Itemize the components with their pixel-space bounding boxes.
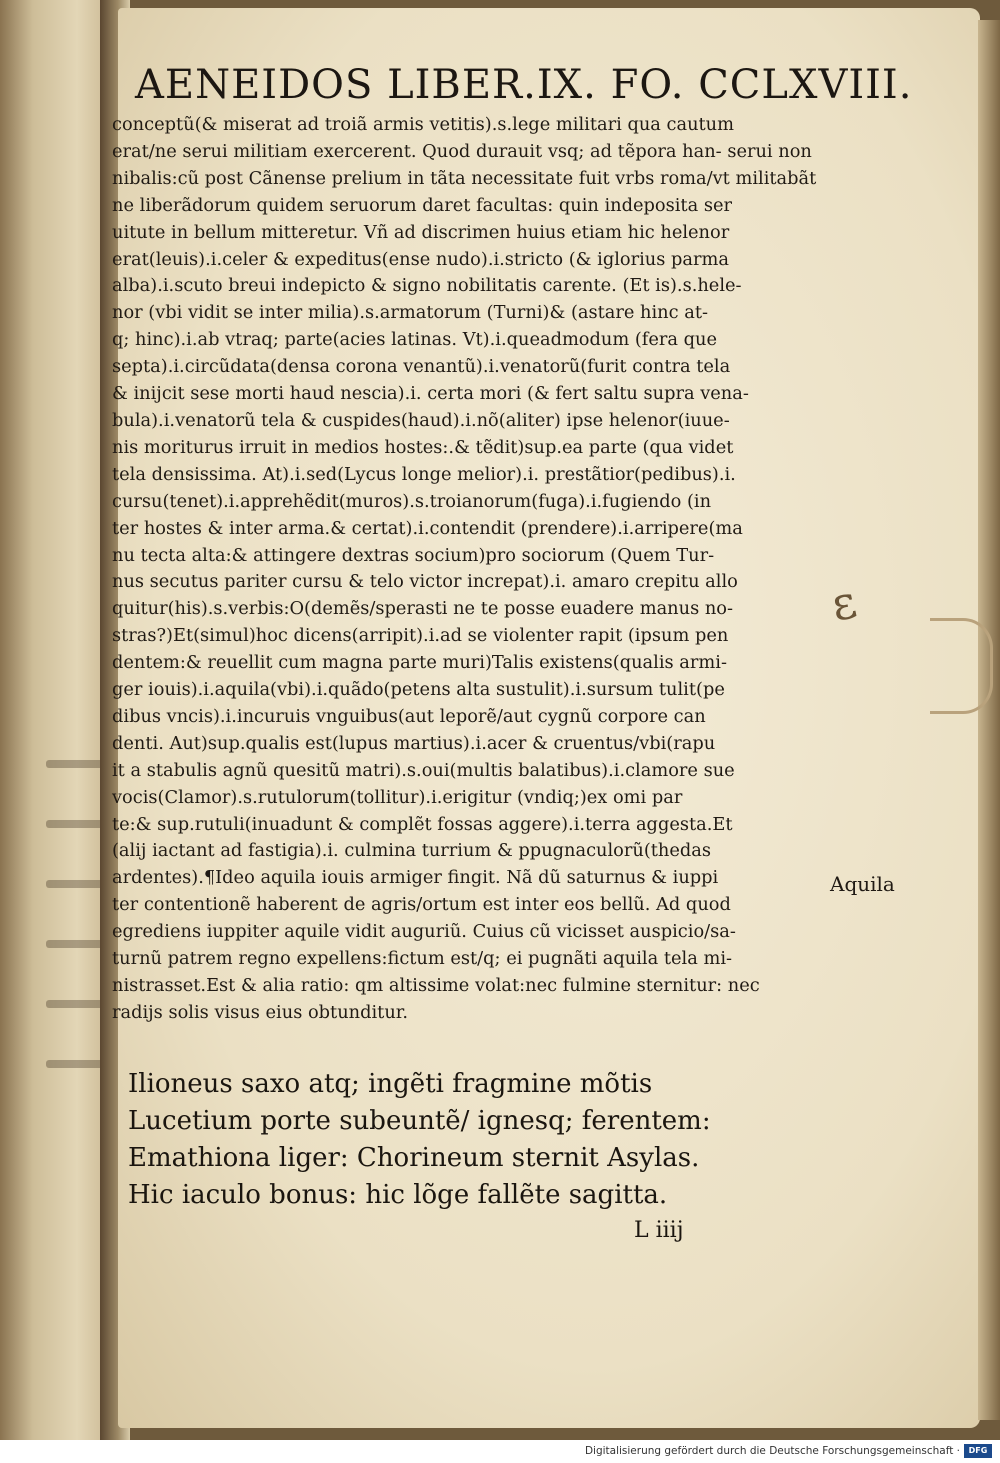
paper-stain	[930, 618, 993, 714]
commentary-line: dentem:& reuellit cum magna parte muri)Talis existens(qualis armi-	[112, 652, 727, 674]
commentary-line: egrediens iuppiter aquile vidit auguriũ. Cuius cũ vicisset auspicio/sa-	[112, 921, 736, 943]
bleed-through-mark	[46, 820, 106, 828]
bleed-through-mark	[46, 1060, 106, 1068]
commentary-line: stras?)Et(simul)hoc dicens(arripit).i.ad se violenter rapit (ipsum pen	[112, 625, 729, 647]
commentary-line: ter hostes & inter arma.& certat).i.contendit (prendere).i.arripere(ma	[112, 517, 743, 539]
marginal-note: Aquila	[830, 872, 895, 896]
commentary-line: ardentes).¶Ideo aquila iouis armiger fingit. Nã dũ saturnus & iuppi	[112, 867, 719, 889]
commentary-line: bula).i.venatorũ tela & cuspides(haud).i.nõ(aliter) ipse helenor(iuue-	[112, 409, 730, 431]
commentary-line: dibus vncis).i.incuruis vnguibus(aut leporẽ/aut cygnũ corpore can	[112, 705, 706, 727]
commentary-line: ne liberãdorum quidem seruorum daret facultas: quin indeposita ser	[112, 194, 732, 216]
bleed-through-mark	[46, 1000, 106, 1008]
commentary-line: nor (vbi vidit se inter milia).s.armatorum (Turni)& (astare hinc at-	[112, 302, 708, 324]
commentary-line: ger iouis).i.aquila(vbi).i.quãdo(petens alta sustulit).i.sursum tulit(pe	[112, 679, 725, 701]
commentary-line: nus secutus pariter cursu & telo victor increpat).i. amaro crepitu allo	[112, 571, 738, 593]
bleed-through-mark	[46, 760, 106, 768]
verse-line: Lucetium porte subeuntẽ/ ignesq; ferentem:	[128, 1106, 711, 1136]
commentary-line: te:& sup.rutuli(inuadunt & complẽt fossas aggere).i.terra aggesta.Et	[112, 813, 733, 835]
commentary-line: ter contentionẽ haberent de agris/ortum est inter eos bellũ. Ad quod	[112, 894, 731, 916]
commentary-line: erat/ne serui militiam exercerent. Quod durauit vsq; ad tẽpora han- serui non	[112, 140, 812, 162]
digitization-credit: Digitalisierung gefördert durch die Deutsche Forschungsgemeinschaft ·	[584, 1445, 960, 1457]
commentary-line: (alij iactant ad fastigia).i. culmina turrium & ppugnaculorũ(thedas	[112, 840, 711, 862]
page-fore-edge	[978, 20, 1000, 1420]
signature-mark: L iiij	[634, 1218, 684, 1243]
verse-line: Emathiona liger: Chorineum sternit Asylas.	[128, 1143, 700, 1173]
commentary-line: septa).i.circũdata(densa corona venantũ).i.venatorũ(furit contra tela	[112, 356, 731, 378]
dfg-logo: DFG	[964, 1444, 992, 1458]
commentary-line: tela densissima. At).i.sed(Lycus longe melior).i. prestãtior(pedibus).i.	[112, 463, 736, 485]
commentary-line: quitur(his).s.verbis:O(demẽs/sperasti ne te posse euadere manus no-	[112, 598, 734, 620]
ink-scribble: ε	[826, 573, 861, 632]
bleed-through-mark	[46, 940, 106, 948]
verse-line: Ilioneus saxo atq; ingẽti fragmine mõtis	[128, 1069, 653, 1099]
commentary-line: denti. Aut)sup.qualis est(lupus martius).i.acer & cruentus/vbi(rapu	[112, 732, 716, 754]
verse-block	[128, 1066, 828, 1214]
previous-page-edge	[0, 0, 110, 1440]
verse-line: Hic iaculo bonus: hic lõge fallẽte sagitta.	[128, 1180, 668, 1210]
commentary-line: radijs solis visus eius obtunditur.	[112, 1001, 408, 1023]
commentary-line: alba).i.scuto breui indepicto & signo nobilitatis carente. (Et is).s.hele-	[112, 275, 742, 297]
commentary-line: vocis(Clamor).s.rutulorum(tollitur).i.erigitur (vndiq;)ex omi par	[112, 786, 683, 808]
bleed-through-mark	[46, 880, 106, 888]
commentary-line: erat(leuis).i.celer & expeditus(ense nudo).i.stricto (& iglorius parma	[112, 248, 729, 270]
commentary-block	[112, 112, 822, 1027]
footer-bar	[0, 1440, 1000, 1463]
commentary-line: uitute in bellum mitteretur. Vñ ad discrimen huius etiam hic helenor	[112, 221, 730, 243]
commentary-line: nis moriturus irruit in medios hostes:.& tẽdit)sup.ea parte (qua videt	[112, 436, 734, 458]
commentary-line: nistrasset.Est & alia ratio: qm altissime volat:nec fulmine sternitur: nec	[112, 975, 760, 996]
commentary-line: nibalis:cũ post Cãnense prelium in tãta necessitate fuit vrbs roma/vt militabãt	[112, 167, 817, 189]
commentary-line: & inijcit sese morti haud nescia).i. certa mori (& fert saltu supra vena-	[112, 383, 749, 405]
commentary-line: turnũ patrem regno expellens:fictum est/q; ei pugnãti aquila tela mi-	[112, 948, 733, 970]
commentary-line: it a stabulis agnũ quesitũ matri).s.oui(multis balatibus).i.clamore sue	[112, 759, 735, 781]
commentary-line: q; hinc).i.ab vtraq; parte(acies latinas. Vt).i.queadmodum (fera que	[112, 329, 718, 351]
running-header: AENEIDOS LIBER.IX. FO. CCLXVIII.	[135, 62, 913, 108]
commentary-line: nu tecta alta:& attingere dextras socium)pro sociorum (Quem Tur-	[112, 544, 715, 566]
commentary-line: cursu(tenet).i.apprehẽdit(muros).s.troianorum(fuga).i.fugiendo (in	[112, 490, 712, 512]
commentary-line: conceptũ(& miserat ad troiã armis vetitis).s.lege militari qua cautum	[112, 114, 734, 135]
